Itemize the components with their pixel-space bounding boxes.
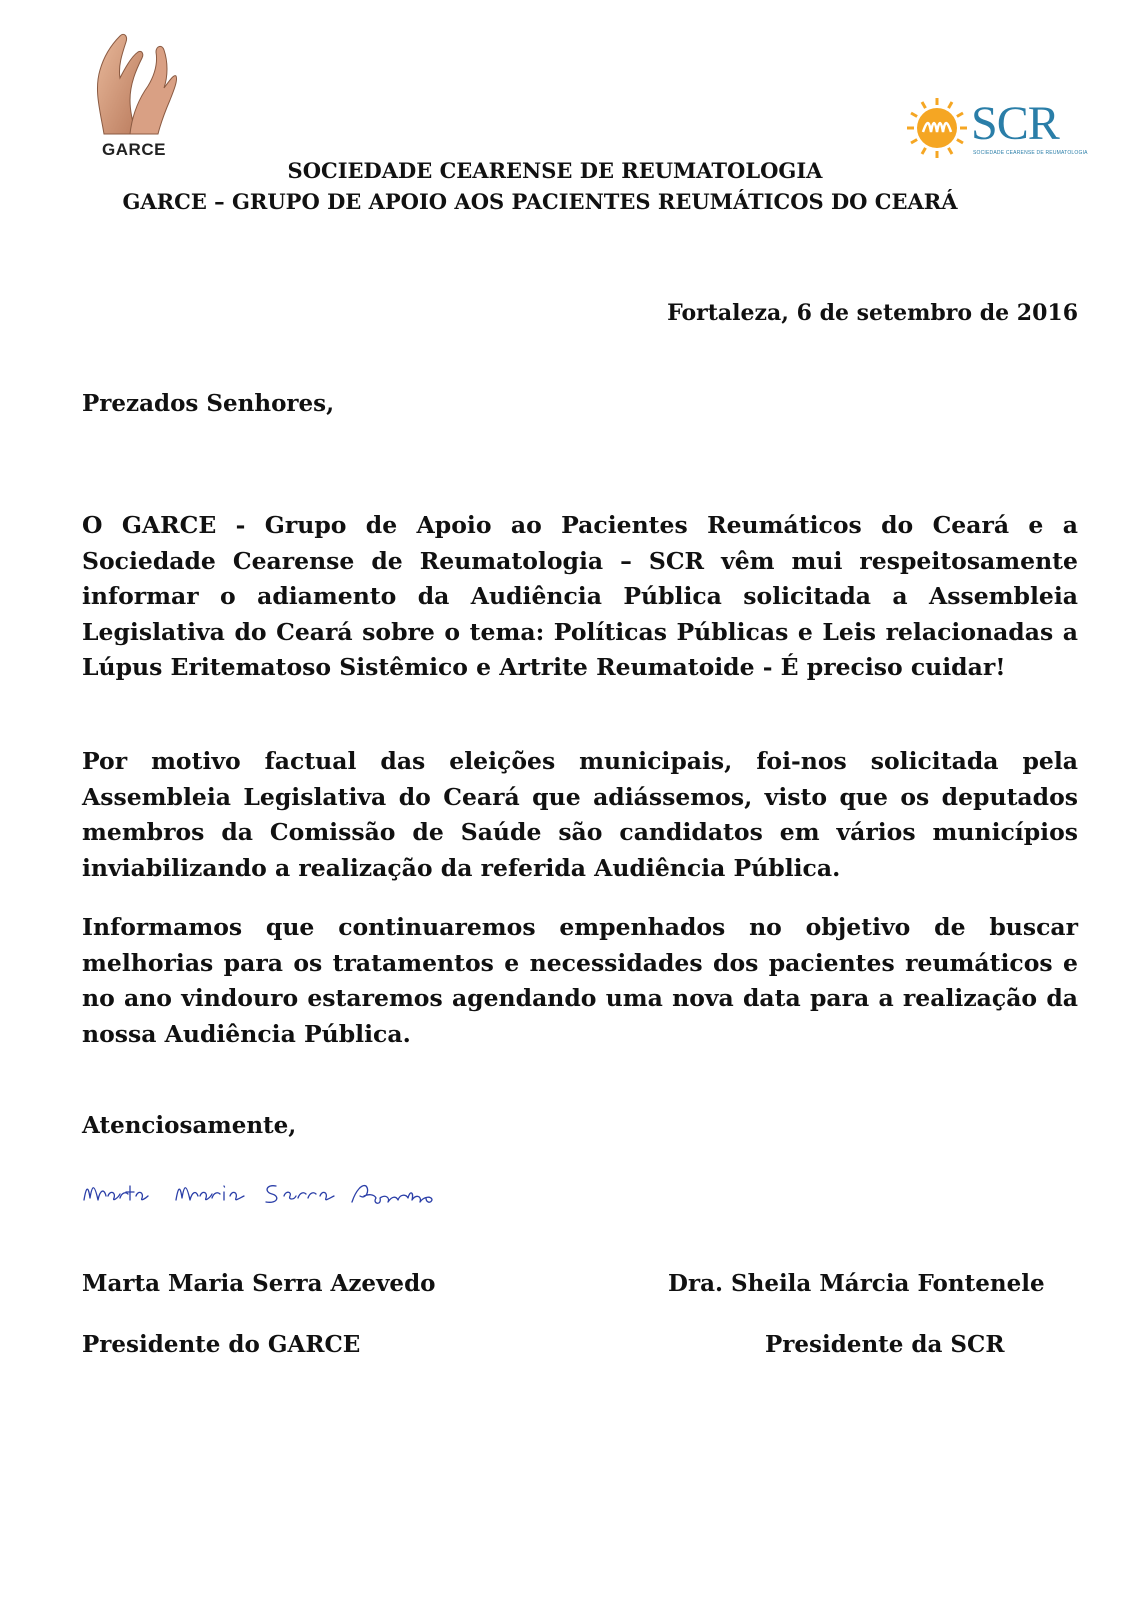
signer-left-name: Marta Maria Serra Azevedo: [82, 1270, 436, 1297]
signer-right-title: Presidente da SCR: [765, 1331, 1005, 1358]
organization-subtitle: GARCE – GRUPO DE APOIO AOS PACIENTES REUMÁTICOS DO CEARÁ: [122, 189, 958, 214]
letter-date: Fortaleza, 6 de setembro de 2016: [667, 300, 1078, 326]
body-paragraph: Por motivo factual das eleições municipais, foi-nos solicitada pela Assembleia Legislativa do Ceará que adiássemos, visto que os deputados membros da Comissão de Saúde são candidatos em vários municípios inviabilizando a realização da referida Audiência Pública.: [82, 747, 1078, 882]
scr-logo-subtitle: SOCIEDADE CEARENSE DE REUMATOLOGIA: [973, 150, 1088, 156]
signer-left-title: Presidente do GARCE: [82, 1331, 361, 1358]
scr-logo-text: SCR: [971, 97, 1059, 150]
organization-name: SOCIEDADE CEARENSE DE REUMATOLOGIA: [287, 158, 823, 183]
signer-right-name: Dra. Sheila Márcia Fontenele: [668, 1270, 1045, 1297]
hands-icon: [86, 30, 182, 142]
body-paragraph: Informamos que continuaremos empenhados no objetivo de buscar melhorias para os tratamentos e necessidades dos pacientes reumáticos e no ano vindouro estaremos agendando uma nova data para a realização da nossa Audiência Pública.: [82, 913, 1078, 1048]
closing: Atenciosamente,: [82, 1112, 297, 1139]
body-paragraph: O GARCE - Grupo de Apoio ao Pacientes Reumáticos do Ceará e a Sociedade Cearense de Reumatologia – SCR vêm mui respeitosamente informar o adiamento da Audiência Pública solicitada a Assembleia Legislativa do Ceará sobre o tema: Políticas Públicas e Leis relacionadas a Lúpus Eritematoso Sistêmico e Artrite Reumatoide - É preciso cuidar!: [82, 511, 1078, 681]
handwritten-signature: [80, 1176, 460, 1220]
garce-logo: [86, 30, 182, 162]
salutation: Prezados Senhores,: [82, 390, 335, 417]
garce-logo-text: GARCE: [102, 140, 166, 159]
signature-image: [80, 1176, 460, 1220]
sun-icon: [905, 96, 969, 160]
